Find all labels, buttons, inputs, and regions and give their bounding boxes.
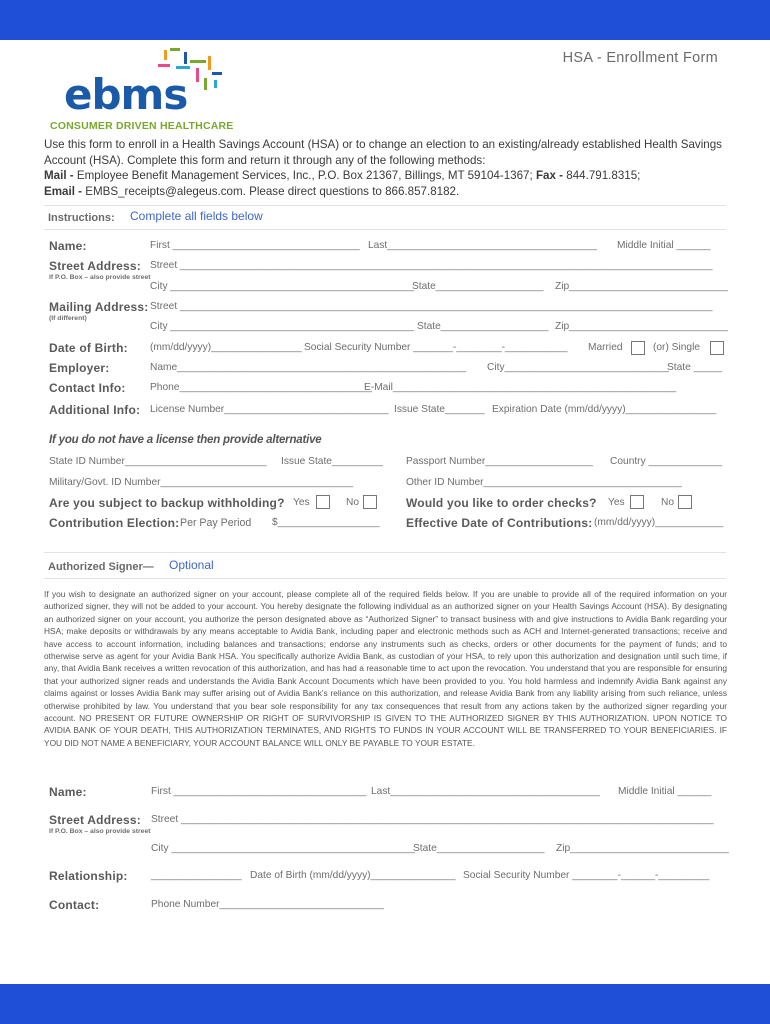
state-id-field[interactable]: State ID Number_________________________ [49,456,267,467]
email-field[interactable]: E-Mail__________________________________________________ [364,382,677,393]
divider [44,578,726,579]
contribution-amount-field[interactable]: $__________________ [272,517,380,528]
street-note: If P.O. Box – also provide street [49,274,151,281]
checks-no-label: No [661,497,675,508]
contribution-election-label: Contribution Election: [49,516,180,530]
checks-yes-label: Yes [608,497,625,508]
signer-middle-initial-field[interactable]: Middle Initial ______ [618,786,712,797]
signer-street-note: If P.O. Box – also provide street [49,828,151,835]
mailing-state-field[interactable]: State___________________ [417,321,549,332]
effective-date-field[interactable]: (mm/dd/yyyy)____________ [594,517,724,528]
mailing-zip-field[interactable]: Zip____________________________ [555,321,728,332]
backup-no-checkbox[interactable] [363,495,377,509]
authorized-signer-label: Authorized Signer— [48,561,154,573]
checks-yes-checkbox[interactable] [630,495,644,509]
relationship-field[interactable]: ________________ [151,870,242,881]
zip-field[interactable]: Zip____________________________ [555,281,728,292]
employer-name-field[interactable]: Name___________________________________________________ [150,362,467,373]
state-field[interactable]: State___________________ [412,281,544,292]
backup-yes-checkbox[interactable] [316,495,330,509]
employer-state-field[interactable]: State _____ [667,362,722,373]
ssn-field[interactable]: Social Security Number _______-________-___________ [304,342,568,353]
order-checks-question: Would you like to order checks? [406,496,597,510]
checks-no-checkbox[interactable] [678,495,692,509]
employer-label: Employer: [49,361,110,375]
divider [44,552,726,553]
mailing-address-label: Mailing Address: [49,300,149,314]
country-field[interactable]: Country _____________ [610,456,723,467]
single-checkbox[interactable] [710,341,724,355]
relationship-label: Relationship: [49,869,128,883]
effective-date-label: Effective Date of Contributions: [406,516,593,530]
license-expiration-field[interactable]: Expiration Date (mm/dd/yyyy)________________ [492,404,717,415]
single-label: (or) Single [653,342,700,353]
signer-ssn-field[interactable]: Social Security Number ________-______-_________ [463,870,710,881]
last-name-field[interactable]: Last_____________________________________ [368,240,597,251]
instructions-label: Instructions: [48,212,115,224]
signer-dob-field[interactable]: Date of Birth (mm/dd/yyyy)_______________ [250,870,456,881]
signer-contact-label: Contact: [49,898,100,912]
divider [44,229,726,230]
authorized-signer-optional: Optional [169,558,214,572]
middle-initial-field[interactable]: Middle Initial ______ [617,240,711,251]
additional-info-label: Additional Info: [49,403,141,417]
backup-yes-label: Yes [293,497,310,508]
signer-street-label: Street Address: [49,813,141,827]
first-name-field[interactable]: First _________________________________ [150,240,360,251]
employer-city-field[interactable]: City_____________________________ [487,362,669,373]
license-number-field[interactable]: License Number_____________________________ [150,404,389,415]
signer-phone-field[interactable]: Phone Number_____________________________ [151,899,384,910]
bottom-color-bar [0,984,770,1024]
form-title: HSA - Enrollment Form [562,50,718,66]
phone-field[interactable]: Phone__________________________________ [150,382,373,393]
military-id-field[interactable]: Military/Govt. ID Number__________________________________ [49,477,354,488]
intro-text: Use this form to enroll in a Health Savings Account (HSA) or to change an election to an existing/already established Health Savings Account (HSA). Complete this form and return it through any of the following methods: Mail - Employee Benefit Management Services, Inc., P.O. Box 21367, Billings, MT 59104-1367; Fax - 844.791.8315; Email - EMBS_receipts@alegeus.com. Please direct questions to 866.857.8182. [44,138,722,198]
signer-zip-field[interactable]: Zip____________________________ [556,843,729,854]
divider [44,205,726,206]
name-label: Name: [49,239,87,253]
dob-field[interactable]: (mm/dd/yyyy)________________ [150,342,302,353]
married-checkbox[interactable] [631,341,645,355]
signer-city-field[interactable]: City ___________________________________________ [151,843,416,854]
authorization-paragraph: If you wish to designate an authorized signer on your account, please complete all of the required fields below. If you are unable to provide all of the required information on your authorized signer, they will not be added to your account. You hereby designate the following individual as an authorized signer on your Health Savings Account (HSA). By designating an authorized signer on your account, you authorize the person designated above as “Authorized Signer” to transact business with and give instructions to Avidia Bank regarding your HSA; make deposits or withdrawals by any means acceptable to Avidia Bank, including paper and electronic methods such as ACH and Internet-generated transactions; receive and have access to account information, including balances and transactions; endorse any instruments such as checks, orders or other documents for the payment of funds; and to otherwise serve as agent for your Avidia Bank HSA. You specifically authorize Avidia Bank, as custodian of your HSA, to rely upon this authorization and designation until such time, if any, that Avidia Bank receives a written revocation of this authorization, and has had a reasonable time to act upon the revocation. You understand that you are responsible for ensuring that your authorized signer reads and understands the Avidia Bank Account Documents which have been provided to you. You hold harmless and indemnify Avidia Bank against any claims against or losses Avidia Bank may suffer arising out of Avidia Bank’s reliance on this authorization, and release Avidia Bank from any liability arising from such reliance, unless otherwise prohibited by law. You understand that you bear sole responsibility for any tax consequences that result from any actions taken by the authorized signer regarding your account. NO PRESENT OR FUTURE OWNERSHIP OR RIGHT OF SURVIVORSHIP IS GIVEN TO THE AUTHORIZED SIGNER BY THIS AUTHORIZATION. UPON NOTICE TO AVIDIA BANK OF YOUR DEATH, THIS AUTHORIZATION TERMINATES, AND RIGHTS TO FUNDS IN YOUR ACCOUNT WILL BE TRANSFERRED TO YOUR BENEFICIARIES. IF YOU DID NOT NAME A BENEFICIARY, YOUR ACCOUNT BALANCE WILL ONLY BE PAYABLE TO YOUR ESTATE. [44,589,727,748]
date-of-birth-label: Date of Birth: [49,341,128,355]
ebms-logo [50,46,250,134]
backup-withholding-question: Are you subject to backup withholding? [49,496,285,510]
married-label: Married [588,342,623,353]
other-id-field[interactable]: Other ID Number___________________________________ [406,477,682,488]
street-field[interactable]: Street ______________________________________________________________________________________________ [150,260,713,271]
logo-wordmark: ebms [64,70,188,119]
license-issue-state-field[interactable]: Issue State_______ [394,404,485,415]
signer-first-name-field[interactable]: First __________________________________ [151,786,367,797]
state-id-issue-field[interactable]: Issue State_________ [281,456,383,467]
contribution-period: Per Pay Period [180,517,252,529]
mailing-street-field[interactable]: Street ______________________________________________________________________________________________ [150,301,713,312]
backup-no-label: No [346,497,360,508]
mailing-city-field[interactable]: City ___________________________________________ [150,321,415,332]
contact-info-label: Contact Info: [49,381,126,395]
signer-name-label: Name: [49,785,87,799]
street-address-label: Street Address: [49,259,141,273]
mailing-note: (If different) [49,315,87,322]
alt-id-heading: If you do not have a license then provide alternative [49,434,322,446]
signer-street-field[interactable]: Street ______________________________________________________________________________________________ [151,814,714,825]
signer-state-field[interactable]: State___________________ [413,843,545,854]
top-color-bar [0,0,770,40]
instructions-value: Complete all fields below [130,209,263,223]
passport-number-field[interactable]: Passport Number___________________ [406,456,593,467]
logo-tagline: CONSUMER DRIVEN HEALTHCARE [50,120,234,132]
city-field[interactable]: City ___________________________________________ [150,281,415,292]
signer-last-name-field[interactable]: Last_____________________________________ [371,786,600,797]
